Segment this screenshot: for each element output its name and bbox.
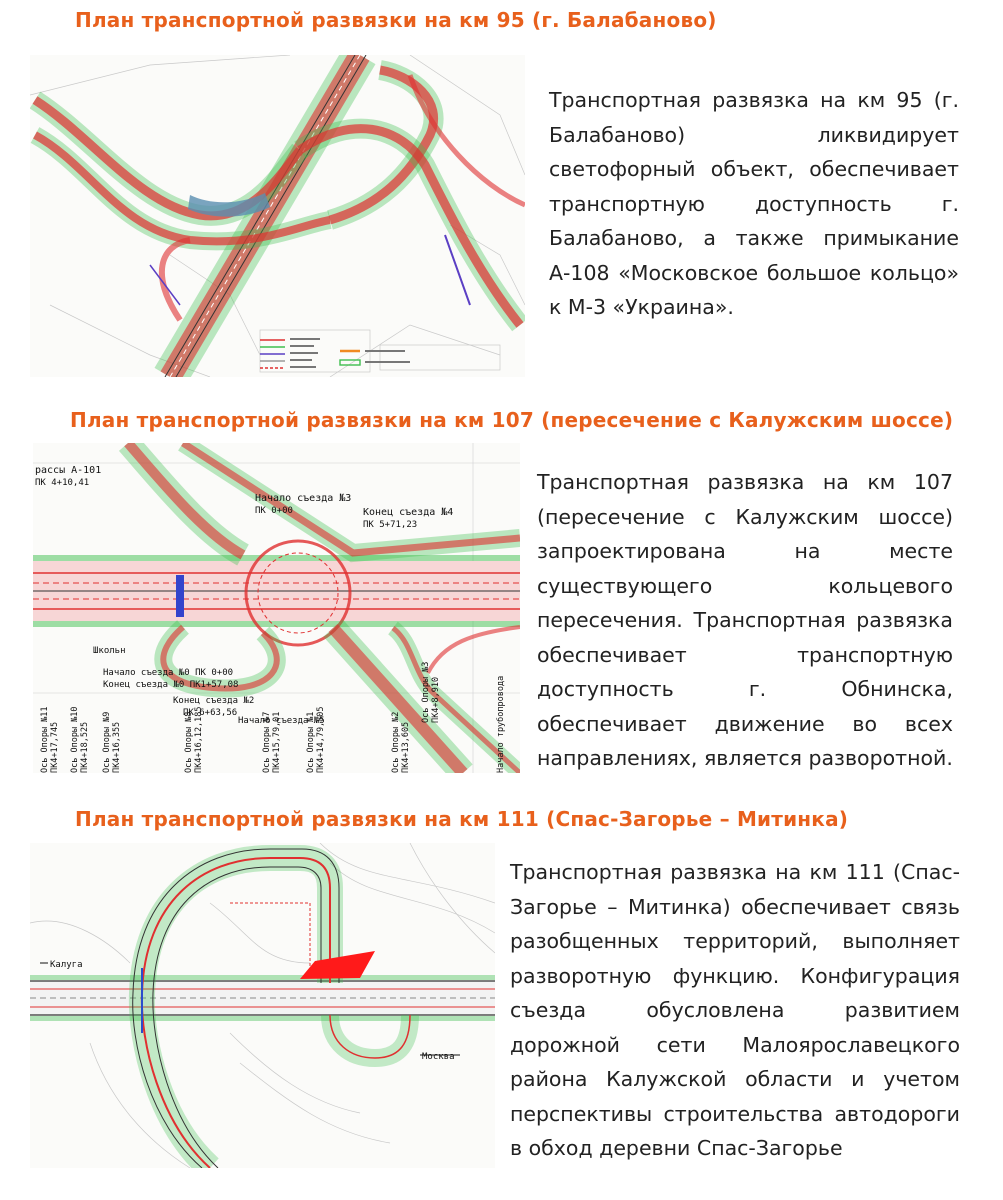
plan-label-support-9-pk: ПК4+16,355: [112, 721, 122, 773]
plan-label-exit4-end: Конец съезда №4: [363, 507, 454, 518]
plan-label-trace: рассы А-101: [35, 465, 102, 476]
plan-label-support-11-pk: ПК4+17,745: [50, 721, 60, 773]
plan-label-support-10-pk: ПК4+18,525: [80, 721, 90, 773]
section-title-km107: План транспортной развязки на км 107 (пересечение с Калужским шоссе): [70, 408, 954, 432]
plan-label-support-2: Ось Опоры №2: [391, 711, 401, 773]
plan-label-support-7-pk: ПК4+15,79,01: [272, 711, 282, 773]
plan-label-support-10: Ось Опоры №10: [70, 706, 80, 773]
plan-label-support-11: Ось Опоры №11: [40, 706, 50, 773]
plan-drawing-km107: [33, 443, 520, 773]
plan-label-pipeline: Начало трубопровода: [496, 675, 506, 773]
plan-label-exit0-start: Начало съезда №0 ПК 0+00: [103, 668, 234, 678]
plan-label-kaluga: Калуга: [50, 960, 83, 970]
plan-label-support-3: Ось Опоры №3: [421, 661, 431, 723]
section-title-km111: План транспортной развязки на км 111 (Спас-Загорье – Митинка): [75, 807, 849, 831]
interchange-plan-km111: [30, 843, 495, 1168]
plan-label-support-2-pk: ПК4+13,605: [401, 721, 411, 773]
plan-label-support-1-pk: ПК4+14,79,805: [316, 706, 326, 773]
plan-label-exit0-end: Конец съезда №0 ПК1+57,08: [103, 680, 239, 690]
plan-label-support-9: Ось Опоры №9: [102, 711, 112, 773]
plan-drawing-km111: [30, 843, 495, 1168]
plan-label-support-8: Ось Опоры №8: [184, 711, 194, 773]
plan-label-exit2-end: Конец съезда №2: [173, 696, 255, 706]
plan-label-moscow: Москва: [422, 1052, 455, 1062]
plan-label-support-1: Ось Опоры №1: [306, 711, 316, 773]
section-description-km95: Транспортная развязка на км 95 (г. Балабаново) ликвидирует светофорный объект, обеспечивает транспортную доступность г. Балабаново, а также примыкание А-108 «Московское большое кольцо» к М-3 «Украина».: [549, 88, 959, 319]
plan-label-exit3-pk: ПК 0+00: [255, 506, 293, 516]
section-description-km111: Транспортная развязка на км 111 (Спас-Загорье – Митинка) обеспечивает связь разобщенных территорий, выполняет разворотную функцию. Конфигурация съезда обусловлена развитием дорожной сети Малоярославецкого района Калужской области и учетом перспективы строительства автодороги в обход деревни Спас-Загорье: [510, 860, 960, 1160]
plan-label-support-3-pk: ПК4+8,910: [431, 676, 441, 723]
section-title-km95: План транспортной развязки на км 95 (г. Балабаново): [75, 8, 717, 32]
plan-label-support-7: Ось Опоры №7: [262, 711, 272, 773]
interchange-plan-km95: [30, 55, 525, 377]
plan-label-school: Школьн: [93, 646, 126, 656]
plan-label-support-8-pk: ПК4+16,12,185: [194, 706, 204, 773]
plan-drawing-km95: [30, 55, 525, 377]
section-description-km107: Транспортная развязка на км 107 (пересечение с Калужским шоссе) запроектирована на месте существующего кольцевого пересечения. Транспортная развязка обеспечивает транспортную доступность г. Обнинска, обеспечивает движение во всех направлениях, является разворотной.: [537, 470, 953, 770]
plan-label-exit4-pk: ПК 5+71,23: [363, 520, 418, 530]
plan-label-exit3-start: Начало съезда №3: [255, 493, 352, 504]
plan-label-exit5-start: Начало съезда №5: [238, 716, 325, 726]
interchange-plan-km107: [33, 443, 520, 773]
plan-label-exit2-pk: ПК 6+63,56: [183, 708, 238, 718]
plan-label-pk-start: ПК 4+10,41: [35, 478, 90, 488]
